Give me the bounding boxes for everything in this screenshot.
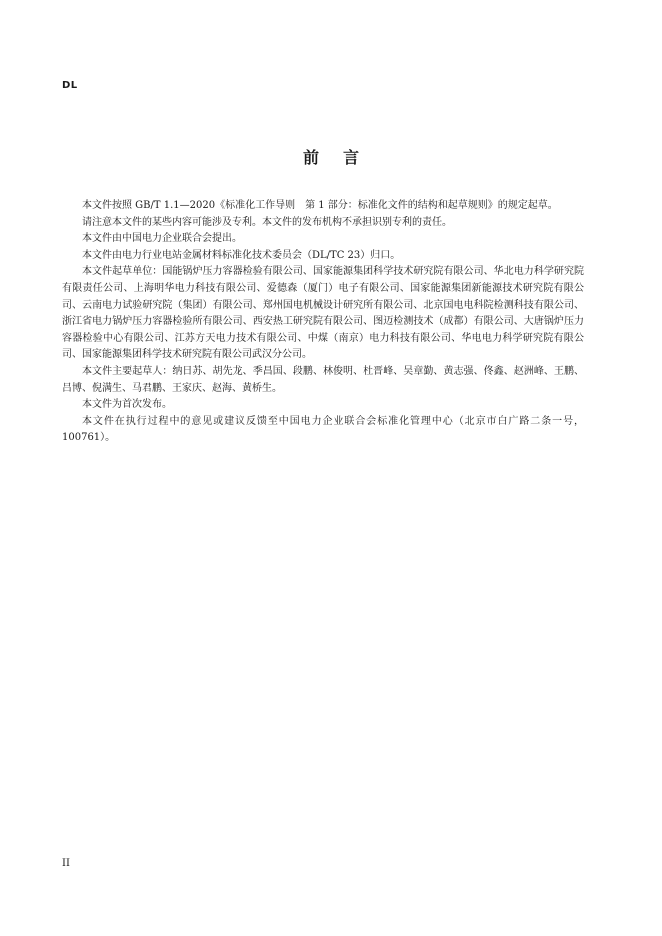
foreword-body: [62, 198, 584, 447]
paragraph-drafting-units: 本文件起草单位：国能锅炉压力容器检验有限公司、国家能源集团科学技术研究院有限公司、华北电力科学研究院有限责任公司、上海明华电力科技有限公司、爱德森（厦门）电子有限公司、国家能源集团新能源技术研究院有限公司、云南电力试验研究院（集团）有限公司、郑州国电机械设计研究所有限公司、北京国电电科院检测科技有限公司、浙江省电力锅炉压力容器检验所有限公司、西安热工研究院有限公司、图迈检测技术（成都）有限公司、大唐锅炉压力容器检验中心有限公司、江苏方天电力技术有限公司、中煤（南京）电力科技有限公司、华电电力科学研究院有限公司、国家能源集团科学技术研究院有限公司武汉分公司。: [62, 266, 584, 361]
paragraph-proposer: 本文件由中国电力企业联合会提出。: [82, 233, 242, 245]
paragraph-drafting-rules: 本文件按照 GB/T 1.1—2020《标准化工作导则 第 1 部分：标准化文件的结构和起草规则》的规定起草。: [82, 200, 558, 211]
page-number: II: [62, 858, 70, 869]
paragraph-committee: 本文件由电力行业电站金属材料标准化技术委员会（DL/TC 23）归口。: [82, 249, 401, 261]
paragraph-patent-notice: 请注意本文件的某些内容可能涉及专利。本文件的发布机构不承担识别专利的责任。: [82, 216, 452, 228]
document-code: DL: [62, 80, 78, 91]
page-title: 前言: [302, 148, 383, 167]
paragraph-drafters: 本文件主要起草人：纳日苏、胡先龙、季昌国、段鹏、林俊明、杜晋峰、吴章勤、黄志强、佟鑫、赵洲峰、王鹏、吕博、倪满生、马君鹏、王家庆、赵海、黄桥生。: [62, 365, 584, 394]
paragraph-feedback: 本文件在执行过程中的意见或建议反馈至中国电力企业联合会标准化管理中心（北京市白广路二条一号，100761）。: [62, 415, 584, 444]
paragraph-first-release: 本文件为首次发布。: [82, 399, 172, 411]
